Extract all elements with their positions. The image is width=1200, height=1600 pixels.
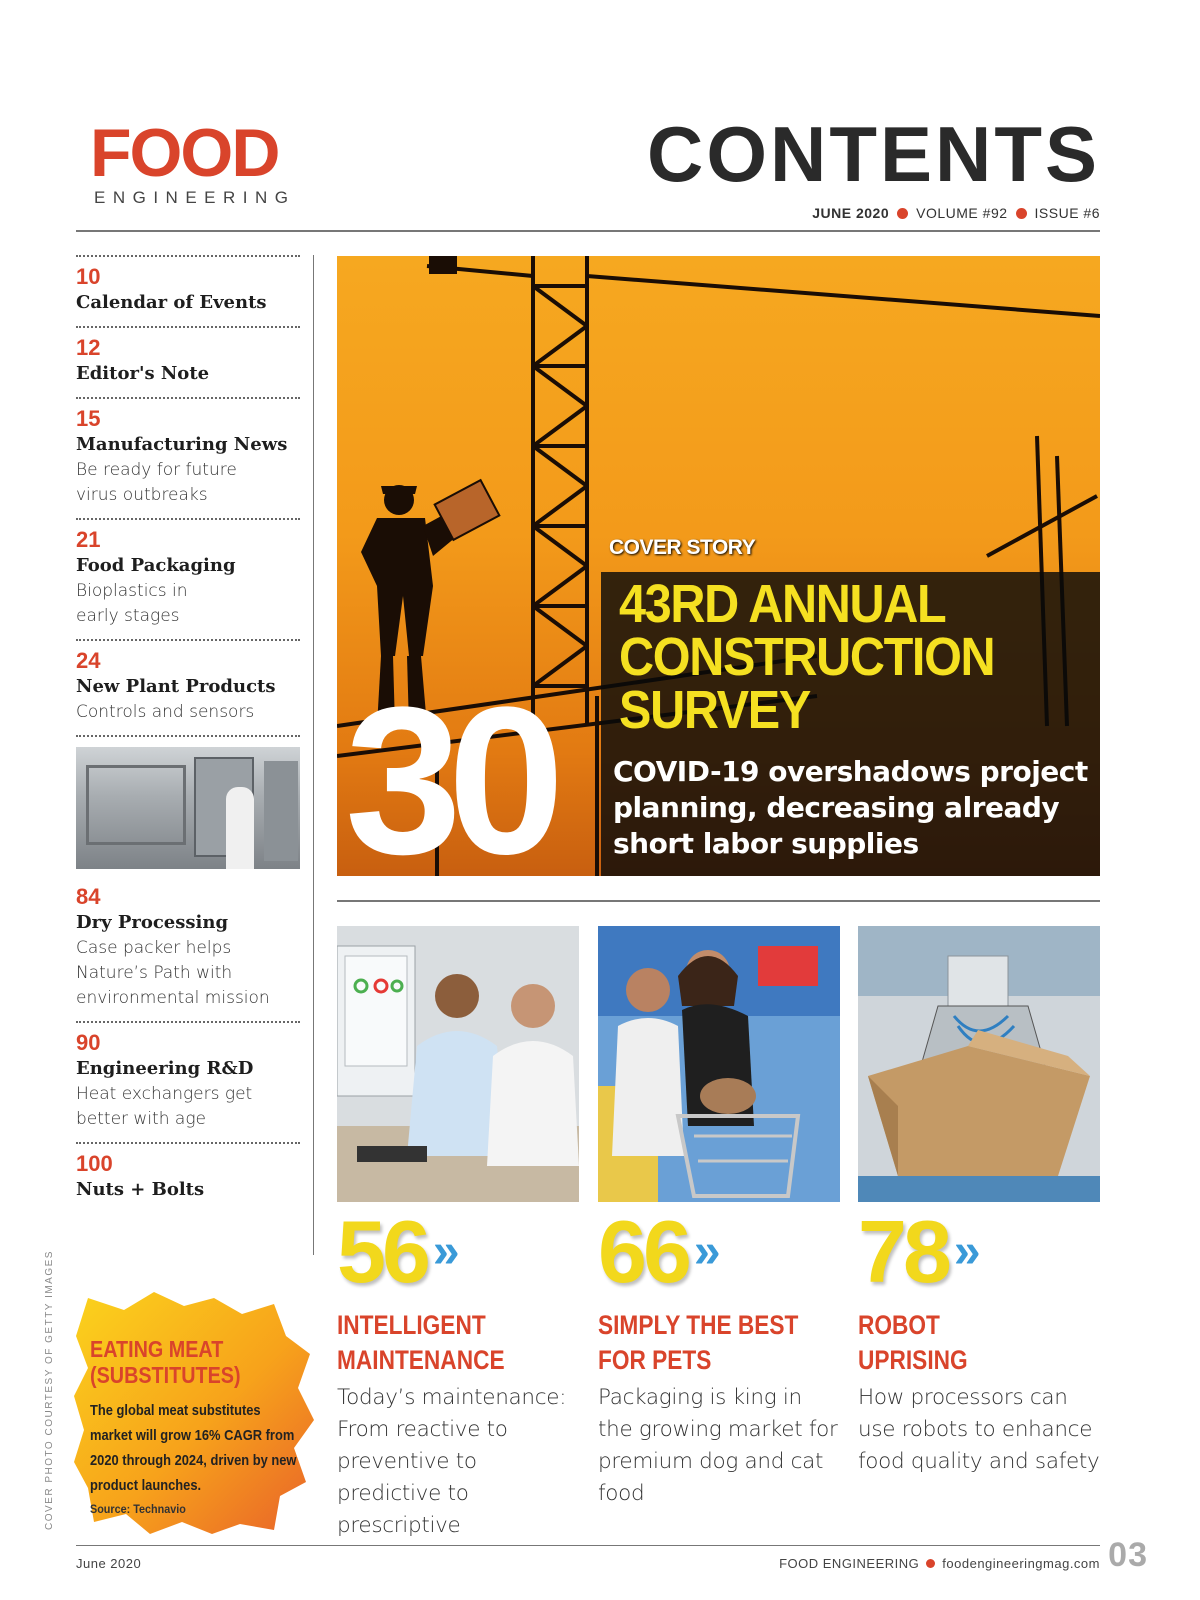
toc-section-desc: Controls and sensors [76, 702, 255, 722]
separator-dot-icon [926, 1559, 935, 1568]
toc-item[interactable] [76, 520, 300, 639]
issue-info [812, 205, 1100, 221]
robot-scene [858, 926, 1100, 1202]
issue-volume: VOLUME #92 [916, 205, 1008, 221]
issue-number: ISSUE #6 [1034, 205, 1100, 221]
machine-frame [264, 761, 298, 861]
logo-main-text: FOOD [90, 115, 279, 191]
toc-item[interactable] [76, 328, 300, 397]
pets-scene [598, 926, 840, 1202]
cover-headline [619, 574, 1042, 740]
toc-item[interactable] [76, 877, 300, 1021]
toc-section-title: Food Packaging [76, 555, 236, 576]
feature-desc: Packaging is king in the growing market for premium dog and cat food [598, 1385, 838, 1506]
toc-page-number: 90 [76, 1030, 101, 1055]
toc-section-desc: Bioplastics in early stages [76, 581, 188, 626]
double-chevron-icon: » [432, 1225, 454, 1278]
feature-desc: How processors can use robots to enhance food quality and safety [858, 1385, 1100, 1474]
toc-page-number: 24 [76, 648, 101, 673]
footer-brand: FOOD ENGINEERING [779, 1556, 920, 1571]
toc-section-title: Manufacturing News [76, 434, 288, 455]
toc-divider [76, 735, 300, 737]
feature-robot-uprising[interactable] [858, 926, 1100, 1478]
feature-page-number: 78 [858, 1202, 948, 1301]
page-number: 03 [1108, 1536, 1148, 1574]
separator-dot-icon [897, 208, 908, 219]
toc-page-number: 100 [76, 1151, 113, 1176]
feature-title: ROBOT [858, 1310, 940, 1340]
section-divider [337, 900, 1100, 902]
feature-desc: Today’s maintenance: From reactive to preventive to predictive to prescriptive [337, 1385, 567, 1538]
machine-frame [86, 765, 186, 845]
cover-headline-line: CONSTRUCTION [619, 627, 995, 687]
toc-section-title: Calendar of Events [76, 292, 267, 313]
toc-item[interactable] [76, 1144, 300, 1213]
feature-page-number: 66 [598, 1202, 688, 1301]
meat-substitutes-badge [74, 1292, 314, 1534]
badge-title: EATING MEAT [90, 1336, 224, 1362]
toc-section-title: Engineering R&D [76, 1058, 254, 1079]
header-divider [76, 230, 1100, 232]
feature-title: SIMPLY THE BEST [598, 1310, 799, 1340]
double-chevron-icon: » [953, 1225, 975, 1278]
toc-section-title: Dry Processing [76, 912, 229, 933]
sidebar-divider [313, 255, 314, 1255]
page-title: CONTENTS [647, 110, 1100, 198]
double-chevron-icon: » [693, 1225, 715, 1278]
feature-title: UPRISING [858, 1345, 968, 1375]
badge-title: (SUBSTITUTES) [90, 1362, 241, 1388]
feature-title: INTELLIGENT [337, 1310, 486, 1340]
toc-item[interactable] [76, 1023, 300, 1142]
food-engineering-logo [90, 115, 296, 208]
toc-section-desc: Heat exchangers get better with age [76, 1084, 253, 1129]
cover-story[interactable] [337, 256, 1100, 876]
feature-title: MAINTENANCE [337, 1345, 505, 1375]
footer-date: June 2020 [76, 1556, 142, 1571]
toc-page-number: 21 [76, 527, 101, 552]
toc-page-number: 12 [76, 335, 101, 360]
badge-source: Source: Technavio [90, 1502, 186, 1516]
toc-item[interactable] [76, 641, 300, 735]
logo-sub-text: ENGINEERING [94, 188, 296, 207]
separator-dot-icon [1016, 208, 1027, 219]
cover-page-number: 30 [345, 663, 551, 876]
toc-section-desc: Be ready for future virus outbreaks [76, 460, 237, 505]
toc-page-number: 84 [76, 884, 101, 909]
toc-section-title: Editor's Note [76, 363, 210, 384]
worker-figure [226, 787, 254, 869]
cover-headline-line: SURVEY [619, 680, 810, 740]
footer-url[interactable]: foodengineeringmag.com [942, 1556, 1100, 1571]
toc-item[interactable] [76, 399, 300, 518]
cover-subhead: COVID-19 overshadows project planning, decreasing already short labor supplies [613, 755, 1088, 860]
feature-intelligent-maintenance[interactable] [337, 926, 579, 1542]
robot-photo [858, 926, 1100, 1202]
toc-section-title: Nuts + Bolts [76, 1179, 205, 1200]
toc-item[interactable] [76, 257, 300, 326]
photo-credit: COVER PHOTO COURTESY OF GETTY IMAGES [44, 1250, 55, 1530]
badge-body: The global meat substitutes market will grow 16% CAGR from 2020 through 2024, driven by new product launches. [90, 1402, 297, 1494]
feature-simply-best-pets[interactable] [598, 926, 840, 1510]
maintenance-scene [337, 926, 579, 1202]
case-packer-photo [76, 747, 300, 869]
issue-date: JUNE 2020 [812, 205, 890, 221]
toc-section-desc: Case packer helps Nature’s Path with environmental mission [76, 938, 270, 1008]
toc-page-number: 10 [76, 264, 101, 289]
cover-story-label: COVER STORY [609, 536, 756, 559]
feature-title: FOR PETS [598, 1345, 712, 1375]
feature-page-number: 56 [337, 1202, 427, 1301]
footer-info [779, 1556, 1100, 1571]
feature-page-link[interactable] [598, 1202, 840, 1301]
badge-text [90, 1336, 305, 1516]
footer-divider [76, 1545, 1100, 1546]
pets-photo [598, 926, 840, 1202]
maintenance-photo [337, 926, 579, 1202]
toc-sidebar [76, 255, 300, 1213]
feature-page-link[interactable] [858, 1202, 1100, 1301]
toc-page-number: 15 [76, 406, 101, 431]
toc-section-title: New Plant Products [76, 676, 276, 697]
feature-page-link[interactable] [337, 1202, 579, 1301]
cover-headline-line: 43RD ANNUAL [619, 574, 946, 634]
